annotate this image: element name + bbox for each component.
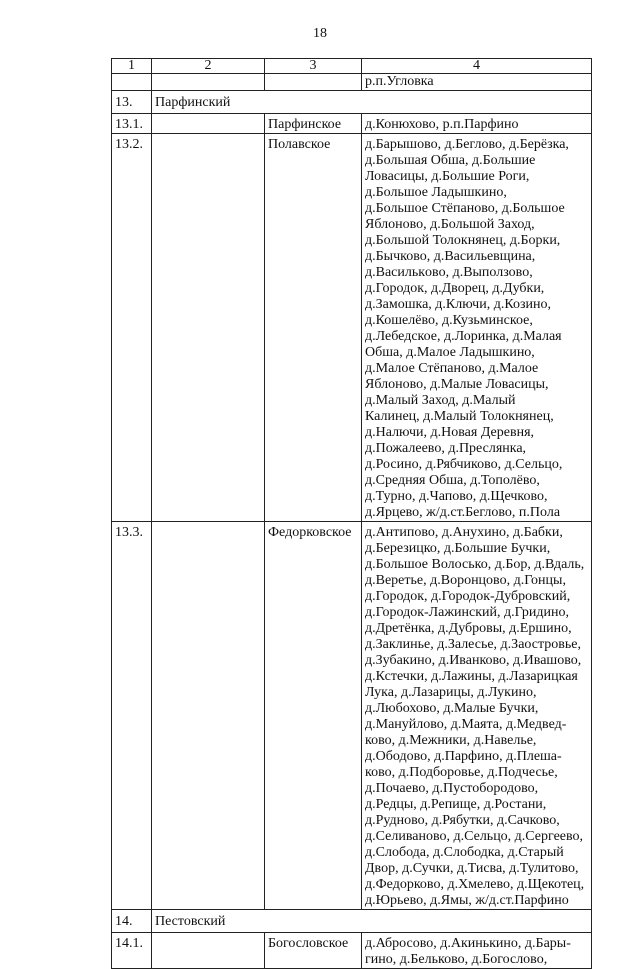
settlements-cell bbox=[362, 933, 592, 969]
municipality-cell: Федорковское bbox=[265, 522, 362, 910]
settlements-line: д.Средняя Обша, д.Тополёво, bbox=[365, 473, 540, 488]
settlements-line: д.Городок, д.Городок-Дубровский, bbox=[365, 589, 571, 604]
table-row bbox=[112, 134, 592, 522]
settlements-line: Обша, д.Малое Ладышкино, bbox=[365, 345, 535, 360]
settlements-line: д.Барышово, д.Беглово, д.Берёзка, bbox=[365, 137, 569, 152]
row-number: 13. bbox=[112, 91, 152, 114]
row-number: 13.3. bbox=[112, 522, 152, 910]
settlements-line: д.Федорково, д.Хмелево, д.Щекотец, bbox=[365, 877, 585, 892]
settlements-line: д.Большое Волосько, д.Бор, д.Вдаль, bbox=[365, 557, 585, 572]
settlements-line: д.Редцы, д.Репище, д.Ростани, bbox=[365, 797, 547, 812]
settlements-line: Двор, д.Сучки, д.Тисва, д.Тулитово, bbox=[365, 861, 579, 876]
settlements-line: д.Малый Заход, д.Малый bbox=[365, 393, 516, 408]
column-number-3: 3 bbox=[265, 59, 362, 74]
district-cell bbox=[152, 114, 265, 134]
settlements-table bbox=[111, 58, 592, 969]
municipality-cell: Парфинское bbox=[265, 114, 362, 134]
settlements-line: Лука, д.Лазарицы, д.Лукино, bbox=[365, 685, 537, 700]
settlements-line: д.Большой Толокнянец, д.Борки, bbox=[365, 233, 561, 248]
municipality-cell: Богословское bbox=[265, 933, 362, 969]
settlements-line: д.Любохово, д.Малые Бучки, bbox=[365, 701, 539, 716]
settlements-line: д.Лебедское, д.Лоринка, д.Малая bbox=[365, 329, 562, 344]
settlements-line: д.Ярцево, ж/д.ст.Беглово, п.Пола bbox=[365, 505, 561, 520]
settlements-cell bbox=[362, 522, 592, 910]
settlements-cell bbox=[362, 134, 592, 522]
row-number: 14. bbox=[112, 910, 152, 933]
settlements-line: д.Веретье, д.Воронцово, д.Гонцы, bbox=[365, 573, 566, 588]
column-number-row bbox=[112, 59, 592, 74]
settlements-line: Яблоново, д.Большой Заход, bbox=[365, 217, 535, 232]
settlements-line: д.Налючи, д.Новая Деревня, bbox=[365, 425, 535, 440]
table-row bbox=[112, 74, 592, 91]
settlements-line: д.Бычково, д.Васильевщина, bbox=[365, 249, 536, 264]
column-number-1: 1 bbox=[112, 59, 152, 74]
settlements-line: д.Турно, д.Чапово, д.Щечково, bbox=[365, 489, 548, 504]
settlements-line: д.Большая Обша, д.Большие bbox=[365, 153, 536, 168]
row-number: 14.1. bbox=[112, 933, 152, 969]
row-number bbox=[112, 74, 152, 91]
district-cell bbox=[152, 933, 265, 969]
municipality-cell bbox=[265, 74, 362, 91]
settlements-line: д.Василькoво, д.Выползово, bbox=[365, 265, 533, 280]
settlements-line: д.Юрьево, д.Ямы, ж/д.ст.Парфино bbox=[365, 893, 569, 908]
settlements-line: Яблоново, д.Малые Ловасицы, bbox=[365, 377, 549, 392]
table-row bbox=[112, 114, 592, 134]
municipality-cell: Полавское bbox=[265, 134, 362, 522]
region-name: Пестовский bbox=[152, 910, 592, 933]
settlements-line: ково, д.Межники, д.Навелье, bbox=[365, 733, 537, 748]
settlements-line: д.Абросово, д.Акинькино, д.Бары- bbox=[365, 936, 571, 951]
column-number-2: 2 bbox=[152, 59, 265, 74]
column-number-4: 4 bbox=[362, 59, 592, 74]
settlements-line: д.Городок, д.Дворец, д.Дубки, bbox=[365, 281, 545, 296]
settlements-line: д.Большое Ладышкино, bbox=[365, 185, 507, 200]
settlements-cell: р.п.Угловка bbox=[362, 74, 592, 91]
district-cell bbox=[152, 74, 265, 91]
settlements-line: д.Дретёнка, д.Дубровы, д.Ершино, bbox=[365, 621, 572, 636]
settlements-line: д.Почаево, д.Пустобородово, bbox=[365, 781, 539, 796]
settlements-line: д.Кстечки, д.Лажины, д.Лазарицкая bbox=[365, 669, 578, 684]
settlements-line: Ловасицы, д.Большие Роги, bbox=[365, 169, 530, 184]
settlements-line: д.Заклинье, д.Залесье, д.Заостровье, bbox=[365, 637, 581, 652]
settlements-line: д.Руднoво, д.Рябутки, д.Сачково, bbox=[365, 813, 560, 828]
settlements-line: д.Малое Стёпаново, д.Малое bbox=[365, 361, 539, 376]
table-row bbox=[112, 522, 592, 910]
settlements-line: д.Слобода, д.Слободка, д.Старый bbox=[365, 845, 564, 860]
settlements-line: д.Замошка, д.Ключи, д.Козино, bbox=[365, 297, 551, 312]
region-row bbox=[112, 910, 592, 933]
settlements-line: д.Мануйлово, д.Маята, д.Медвед- bbox=[365, 717, 567, 732]
region-row bbox=[112, 91, 592, 114]
settlements-line: д.Селиваново, д.Сельцо, д.Сергеево, bbox=[365, 829, 584, 844]
settlements-line: д.Большое Стёпаново, д.Большое bbox=[365, 201, 565, 216]
region-name: Парфинский bbox=[152, 91, 592, 114]
settlements-line: д.Антипово, д.Анухино, д.Бабки, bbox=[365, 525, 563, 540]
settlements-line: д.Кошелёво, д.Кузьминское, bbox=[365, 313, 533, 328]
district-cell bbox=[152, 134, 265, 522]
settlements-line: д.Березицко, д.Большие Бучки, bbox=[365, 541, 551, 556]
settlements-line: Калинец, д.Малый Толокнянец, bbox=[365, 409, 554, 424]
settlements-line: д.Зубакино, д.Иванково, д.Ивашово, bbox=[365, 653, 582, 668]
settlements-cell: д.Конюхово, р.п.Парфино bbox=[362, 114, 592, 134]
table-row bbox=[112, 933, 592, 969]
settlements-line: д.Ободово, д.Парфино, д.Плеша- bbox=[365, 749, 562, 764]
settlements-line: д.Пожалеево, д.Преслянка, bbox=[365, 441, 527, 456]
settlements-line: гино, д.Бельково, д.Богослово, bbox=[365, 952, 548, 967]
row-number: 13.1. bbox=[112, 114, 152, 134]
row-number: 13.2. bbox=[112, 134, 152, 522]
page-number: 18 bbox=[313, 26, 327, 41]
settlements-line: д.Росино, д.Рябчиково, д.Сельцо, bbox=[365, 457, 563, 472]
settlements-line: ково, д.Подборовье, д.Подчесье, bbox=[365, 765, 558, 780]
settlements-line: д.Городок-Лажинский, д.Гридино, bbox=[365, 605, 569, 620]
district-cell bbox=[152, 522, 265, 910]
